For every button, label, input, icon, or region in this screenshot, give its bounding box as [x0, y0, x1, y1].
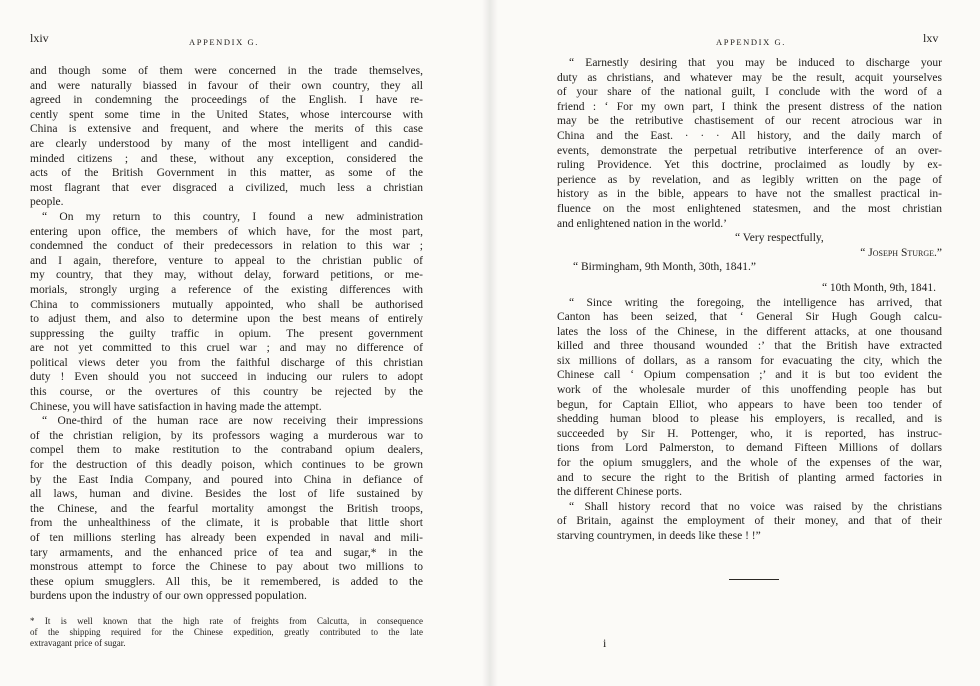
text-line: work of the wholesale murder of this unoffending people has but	[557, 384, 942, 397]
text-line: by the East India Company, and poured into China in defiance of	[30, 473, 423, 486]
left-page-number: lxiv	[30, 31, 49, 45]
text-line: “ One-third of the human race are now receiving their impressions	[42, 415, 423, 428]
text-line: lates the loss of the Chinese, in the different attacks, at one thousand	[557, 325, 942, 338]
text-line: China is extensive and frequent, and where the merits of this case	[30, 123, 423, 136]
text-line: killed and three thousand wounded :’ that the British have extracted	[557, 340, 942, 353]
text-line: for the destruction of this deadly poison, which continues to be grown	[30, 459, 423, 472]
text-line: tions from Lord Palmerston, to demand Fifteen Millions of dollars	[557, 442, 942, 455]
text-line: this course, or the overtures of this country be rejected by the	[30, 386, 423, 399]
text-line: political views deter you from the faithful discharge of this christian	[30, 356, 423, 369]
text-line: most flagrant that ever disgraced a civilized, much less a christian	[30, 181, 423, 194]
text-line: of Britain, against the employment of their money, and that of their	[557, 515, 942, 528]
text-line: China to commissioners mutually appointed, who shall be authorised	[30, 298, 423, 311]
footnote-line: * It is well known that the high rate of freights from Calcutta, in consequence	[30, 616, 423, 626]
text-line: of your share of the national guilt, I conclude with the word of a	[557, 86, 942, 99]
text-line: morials, strongly urging a reference of the existing differences with	[30, 283, 423, 296]
text-line: duty as christians, and whatever may be the result, acquit yourselves	[557, 71, 942, 84]
right-running-head: APPENDIX G.	[716, 37, 787, 47]
footnote	[30, 616, 423, 650]
text-line: begun, for Captain Elliot, who appears to have been too tender of	[557, 398, 942, 411]
closing-rule	[729, 579, 779, 580]
text-line: shedding human blood to please his employers, is recalled, and is	[557, 413, 942, 426]
postscript-date: “ 10th Month, 9th, 1841.	[821, 281, 936, 294]
left-running-head: APPENDIX G.	[189, 37, 260, 47]
text-line: are clearly understood by many of the most intelligent and candid-	[30, 137, 423, 150]
text-line: of the christian religion, by its professors waging a murderous war to	[30, 429, 423, 442]
text-line: compel them to make restitution to the contraband opium dealers,	[30, 444, 423, 457]
footnote-line: extravagant price of sugar.	[30, 638, 126, 649]
text-line: these opium smugglers. All this, be it remembered, is added to the	[30, 575, 423, 588]
text-line: and to secure the right to the British of planting armed factories in	[557, 471, 942, 484]
text-line: the different Chinese ports.	[557, 486, 682, 499]
text-line: burdens upon the industry of our own oppressed population.	[30, 590, 307, 603]
text-line: Chinese call ‘ Opium compensation ;’ and it is but too evident the	[557, 369, 942, 382]
text-line: the Chinese, and the fearful mortality amongst the British troops,	[30, 502, 423, 515]
text-line: condemned the conduct of their predecessors in relation to this war ;	[30, 240, 423, 253]
text-line: friend : ‘ For my own part, I think the present distress of the nation	[557, 100, 942, 113]
text-line: starving countrymen, in deeds like these ! !”	[557, 530, 761, 542]
place-date-line: “ Birmingham, 9th Month, 30th, 1841.”	[573, 261, 757, 274]
text-line: Chinese, you will have satisfaction in having made the attempt.	[30, 400, 322, 413]
text-line: “ On my return to this country, I found a new administration	[42, 210, 423, 223]
text-line: minded citizens ; and these, without any exception, considered the	[30, 152, 423, 165]
text-line: and though some of them were concerned in the trade themselves,	[30, 65, 423, 77]
text-line: to adjust them, and also to determine upon the best means of entirely	[30, 313, 423, 326]
text-line: acts of the British Government in this matter, as some of the	[30, 167, 423, 180]
text-line: my country, that they may, without delay, forward petitions, or me-	[30, 269, 423, 282]
text-line: people.	[30, 196, 64, 209]
signature: “ Joseph Sturge.”	[860, 246, 942, 259]
text-line: of ten millions sterling has already been expended in naval and mili-	[30, 532, 423, 544]
text-line: duty ! Even should you not succeed in inducing our rulers to adopt	[30, 371, 423, 384]
text-line: suppressing the guilty traffic in opium. The present government	[30, 327, 423, 340]
text-line: perience as by revelation, and as legibly written on the page of	[557, 173, 942, 186]
footnote-line: of the shipping required for the Chinese expedition, greatly contributed to the late	[30, 627, 423, 638]
text-line: “ Earnestly desiring that you may be induced to discharge your	[569, 57, 942, 69]
text-line: “ Shall history record that no voice was raised by the christians	[569, 500, 942, 513]
text-line: succeeded by Sir H. Pottenger, who, it is reported, has instruc-	[557, 427, 942, 440]
text-line: and I again, therefore, venture to appeal to the christian public of	[30, 254, 423, 267]
text-line: history as in the bible, appears to have not the smallest practical in-	[557, 188, 942, 201]
text-line: from the unhealthiness of the climate, it is probable that little short	[30, 517, 423, 530]
right-page-number: lxv	[923, 31, 939, 45]
text-line: may be the retributive chastisement of our recent atrocious war in	[557, 115, 942, 128]
text-line: for the opium smugglers, and the whole of the expenses of the war,	[557, 457, 942, 470]
text-line: and were naturally biassed in favour of their own country, they all	[30, 79, 423, 92]
left-text-column	[30, 64, 423, 604]
text-line: monstrous attempt to force the Chinese to pay about two millions to	[30, 561, 423, 574]
text-line: all laws, human and divine. Besides the lost of life sustained by	[30, 488, 423, 501]
text-line: are not yet committed to this cruel war ; and may no difference of	[30, 342, 423, 355]
closing-line: “ Very respectfully,	[735, 232, 824, 245]
text-line: fluence on the most enlightened statesmen, and the most christian	[557, 202, 942, 215]
right-page	[490, 0, 980, 686]
right-text-column	[557, 56, 942, 544]
text-line: and enlightened nation in the world.’	[557, 217, 727, 230]
text-line: Canton has been seized, that ‘ General Sir Hugh Gough calcu-	[557, 311, 942, 324]
text-line: tary armaments, and the enhanced price of tea and sugar,* in the	[30, 546, 423, 559]
signature-mark: i	[603, 636, 607, 650]
text-line: six millions of dollars, as a ransom for evacuating the city, which the	[557, 354, 942, 367]
text-line: ruling Providence. Yet this doctrine, proclaimed as loudly by ex-	[557, 159, 942, 172]
text-line: agreed in condemning the proceedings of the English. I have re-	[30, 94, 423, 107]
text-line: “ Since writing the foregoing, the intelligence has arrived, that	[569, 296, 942, 309]
text-line: entering upon office, the members of which have, for the most part,	[30, 225, 423, 238]
text-line: cently spent some time in the United States, whose intercourse with	[30, 108, 423, 121]
text-line: China and the East. · · · All history, and the daily march of	[557, 129, 942, 142]
text-line: events, demonstrate the perpetual retributive interference of an over-	[557, 144, 942, 157]
